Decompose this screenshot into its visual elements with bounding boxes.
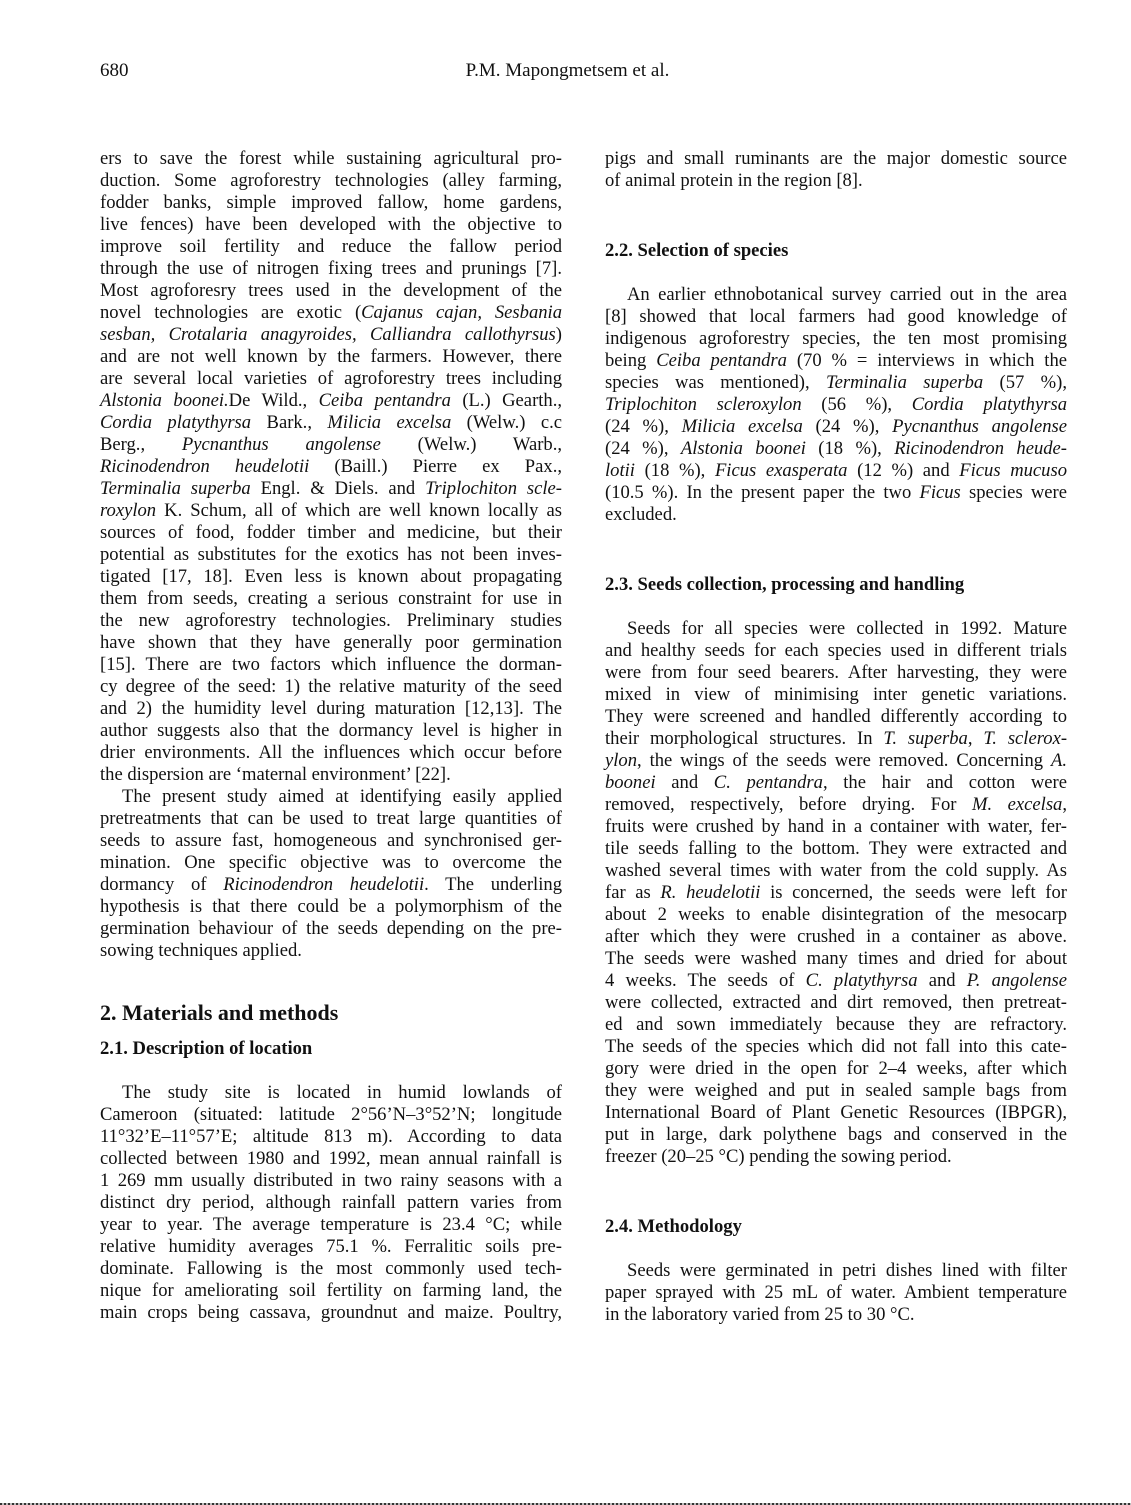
- text-line: through the use of nitrogen fixing trees and prunings [7].: [100, 258, 562, 279]
- spacer: [100, 962, 562, 1000]
- text-line: mination. One specific objective was to overcome the: [100, 852, 562, 873]
- text-line: Cordia platythyrsa Bark., Milicia excelsa (Welw.) c.c: [100, 412, 562, 433]
- text-line: about 2 weeks to enable disintegration of the mesocarp: [605, 904, 1067, 925]
- text-line: International Board of Plant Genetic Resources (IBPGR),: [605, 1102, 1067, 1123]
- text-line: The seeds were washed many times and dried for about: [605, 948, 1067, 969]
- text-line: novel technologies are exotic (Cajanus cajan, Sesbania: [100, 302, 562, 323]
- text-line: [8] showed that local farmers had good knowledge of: [605, 306, 1067, 327]
- text-line: roxylon K. Schum, all of which are well known locally as: [100, 500, 562, 521]
- text-line: of animal protein in the region [8].: [605, 170, 863, 191]
- spacer: [100, 1026, 562, 1038]
- text-line: author suggests also that the dormancy level is higher in: [100, 720, 562, 741]
- left-column: [100, 148, 562, 1324]
- text-line: were from four seed bearers. After harvesting, they were: [605, 662, 1067, 683]
- right-column: [605, 148, 1067, 1326]
- text-line: species was mentioned), Terminalia superba (57 %),: [605, 372, 1067, 393]
- page-number: 680: [100, 60, 129, 81]
- section-2-1-heading: 2.1. Description of location: [100, 1038, 313, 1059]
- text-line: pretreatments that can be used to treat large quantities of: [100, 808, 562, 829]
- text-line: removed, respectively, before drying. For M. excelsa,: [605, 794, 1068, 815]
- text-line: main crops being cassava, groundnut and maize. Poultry,: [100, 1302, 562, 1323]
- intro-paragraph-1: [100, 148, 562, 786]
- text-line: have shown that they have generally poor germination: [100, 632, 562, 653]
- section-2-3-heading: 2.3. Seeds collection, processing and handling: [605, 574, 965, 595]
- text-line: cy degree of the seed: 1) the relative maturity of the seed: [100, 676, 562, 697]
- spacer: [605, 1168, 1067, 1216]
- text-line: in the laboratory varied from 25 to 30 °C.: [605, 1304, 915, 1325]
- text-line: ed and sown immediately because they are refractory.: [605, 1014, 1067, 1035]
- text-line: Ricinodendron heudelotii (Baill.) Pierre ex Pax.,: [100, 456, 562, 477]
- section-2-heading: 2. Materials and methods: [100, 1000, 339, 1025]
- text-line: distinct dry period, although rainfall pattern varies from: [100, 1192, 562, 1213]
- intro-paragraph-2: [100, 786, 562, 962]
- text-line: collected between 1980 and 1992, mean annual rainfall is: [100, 1148, 562, 1169]
- text-line: and healthy seeds for each species used in different trials: [605, 640, 1067, 661]
- text-line: seeds to assure fast, homogeneous and synchronised ger-: [100, 830, 562, 851]
- text-line: The study site is located in humid lowlands of: [122, 1082, 562, 1103]
- text-line: excluded.: [605, 504, 677, 525]
- text-line: dormancy of Ricinodendron heudelotii. The underling: [100, 874, 562, 895]
- text-line: (10.5 %). In the present paper the two Ficus species were: [605, 482, 1067, 503]
- text-line: sesban, Crotalaria anagyroides, Calliandra callothyrsus): [100, 324, 562, 345]
- text-line: Most agroforesry trees used in the development of the: [100, 280, 562, 301]
- text-line: drier environments. All the influences which occur before: [100, 742, 562, 763]
- text-line: they were weighed and put in sealed sample bags from: [605, 1080, 1067, 1101]
- text-line: tigated [17, 18]. Even less is known about propagating: [100, 566, 562, 587]
- text-line: The present study aimed at identifying easily applied: [122, 786, 562, 807]
- spacer: [605, 262, 1067, 284]
- spacer: [605, 1238, 1067, 1260]
- text-line: paper sprayed with 25 mL of water. Ambient temperature: [605, 1282, 1067, 1303]
- text-line: 11°32’E–11°57’E; altitude 813 m). According to data: [100, 1126, 562, 1147]
- text-line: boonei and C. pentandra, the hair and cotton were: [605, 772, 1067, 793]
- text-line: improve soil fertility and reduce the fallow period: [100, 236, 562, 257]
- text-line: fodder banks, simple improved fallow, home gardens,: [100, 192, 562, 213]
- location-paragraph-continued: [605, 148, 1067, 192]
- text-line: Seeds were germinated in petri dishes lined with filter: [627, 1260, 1067, 1281]
- seeds-paragraph: [605, 618, 1067, 1168]
- text-line: and are not well known by the farmers. However, there: [100, 346, 562, 367]
- text-line: sources of food, fodder timber and medicine, but their: [100, 522, 562, 543]
- text-line: nique for ameliorating soil fertility on farming land, the: [100, 1280, 562, 1301]
- text-line: ers to save the forest while sustaining agricultural pro-: [100, 148, 562, 169]
- text-line: fruits were crushed by hand in a container with water, fer-: [605, 816, 1067, 837]
- text-line: tile seeds falling to the bottom. They were extracted and: [605, 838, 1067, 859]
- text-line: duction. Some agroforestry technologies (alley farming,: [100, 170, 562, 191]
- text-line: dominate. Fallowing is the most commonly used tech-: [100, 1258, 562, 1279]
- text-line: potential as substitutes for the exotics has not been inves-: [100, 544, 562, 565]
- text-line: Alstonia boonei.De Wild., Ceiba pentandra (L.) Gearth.,: [100, 390, 563, 411]
- spacer: [605, 192, 1067, 240]
- text-line: They were screened and handled differently according to: [605, 706, 1067, 727]
- text-line: Triplochiton scleroxylon (56 %), Cordia platythyrsa: [605, 394, 1067, 415]
- text-line: freezer (20–25 °C) pending the sowing period.: [605, 1146, 952, 1167]
- text-line: ylon, the wings of the seeds were removed. Concerning A.: [605, 750, 1067, 771]
- text-line: germination behaviour of the seeds depending on the pre-: [100, 918, 562, 939]
- text-line: put in large, dark polythene bags and conserved in the: [605, 1124, 1067, 1145]
- text-line: [15]. There are two factors which influence the dorman-: [100, 654, 562, 675]
- text-line: pigs and small ruminants are the major domestic source: [605, 148, 1067, 169]
- text-line: were collected, extracted and dirt removed, then pretreat-: [605, 992, 1067, 1013]
- text-line: 1 269 mm usually distributed in two rainy seasons with a: [100, 1170, 562, 1191]
- text-line: washed several times with water from the cold supply. As: [605, 860, 1067, 881]
- location-paragraph: [100, 1082, 562, 1324]
- text-line: 4 weeks. The seeds of C. platythyrsa and P. angolense: [605, 970, 1067, 991]
- text-line: indigenous agroforestry species, the ten most promising: [605, 328, 1067, 349]
- species-paragraph: [605, 284, 1067, 526]
- section-2-4-heading: 2.4. Methodology: [605, 1216, 742, 1237]
- spacer: [605, 596, 1067, 618]
- running-title: P.M. Mapongmetsem et al.: [465, 60, 670, 81]
- text-line: far as R. heudelotii is concerned, the seeds were left for: [605, 882, 1067, 903]
- methodology-paragraph: [605, 1260, 1067, 1326]
- text-line: mixed in view of minimising inter genetic variations.: [605, 684, 1067, 705]
- text-line: Terminalia superba Engl. & Diels. and Triplochiton scle-: [100, 478, 563, 499]
- text-line: hypothesis is that there could be a polymorphism of the: [100, 896, 562, 917]
- text-line: their morphological structures. In T. superba, T. sclerox-: [605, 728, 1068, 749]
- text-line: lotii (18 %), Ficus exasperata (12 %) and Ficus mucuso: [605, 460, 1068, 481]
- text-line: An earlier ethnobotanical survey carried out in the area: [627, 284, 1067, 305]
- text-line: Berg., Pycnanthus angolense (Welw.) Warb.,: [100, 434, 562, 455]
- text-line: Cameroon (situated: latitude 2°56’N–3°52’N; longitude: [100, 1104, 562, 1125]
- text-line: The seeds of the species which did not fall into this cate-: [605, 1036, 1067, 1057]
- text-line: (24 %), Milicia excelsa (24 %), Pycnanthus angolense: [605, 416, 1067, 437]
- text-line: the new agroforestry technologies. Preliminary studies: [100, 610, 562, 631]
- text-line: gory were dried in the open for 2–4 weeks, after which: [605, 1058, 1067, 1079]
- running-head: [100, 60, 1035, 90]
- text-line: (24 %), Alstonia boonei (18 %), Ricinodendron heude-: [605, 438, 1067, 459]
- spacer: [100, 1060, 562, 1082]
- text-line: live fences) have been developed with the objective to: [100, 214, 562, 235]
- text-line: sowing techniques applied.: [100, 940, 302, 961]
- text-line: the dispersion are ‘maternal environment’ [22].: [100, 764, 451, 785]
- text-line: are several local varieties of agroforestry trees including: [100, 368, 562, 389]
- spacer: [605, 526, 1067, 574]
- text-line: after which they were crushed in a container as above.: [605, 926, 1067, 947]
- section-2-2-heading: 2.2. Selection of species: [605, 240, 789, 261]
- text-line: and 2) the humidity level during maturation [12,13]. The: [100, 698, 562, 719]
- text-line: relative humidity averages 75.1 %. Ferralitic soils pre-: [100, 1236, 562, 1257]
- text-line: them from seeds, creating a serious constraint for use in: [100, 588, 562, 609]
- text-line: being Ceiba pentandra (70 % = interviews in which the: [605, 350, 1068, 371]
- text-line: Seeds for all species were collected in 1992. Mature: [627, 618, 1067, 639]
- text-line: year to year. The average temperature is 23.4 °C; while: [100, 1214, 562, 1235]
